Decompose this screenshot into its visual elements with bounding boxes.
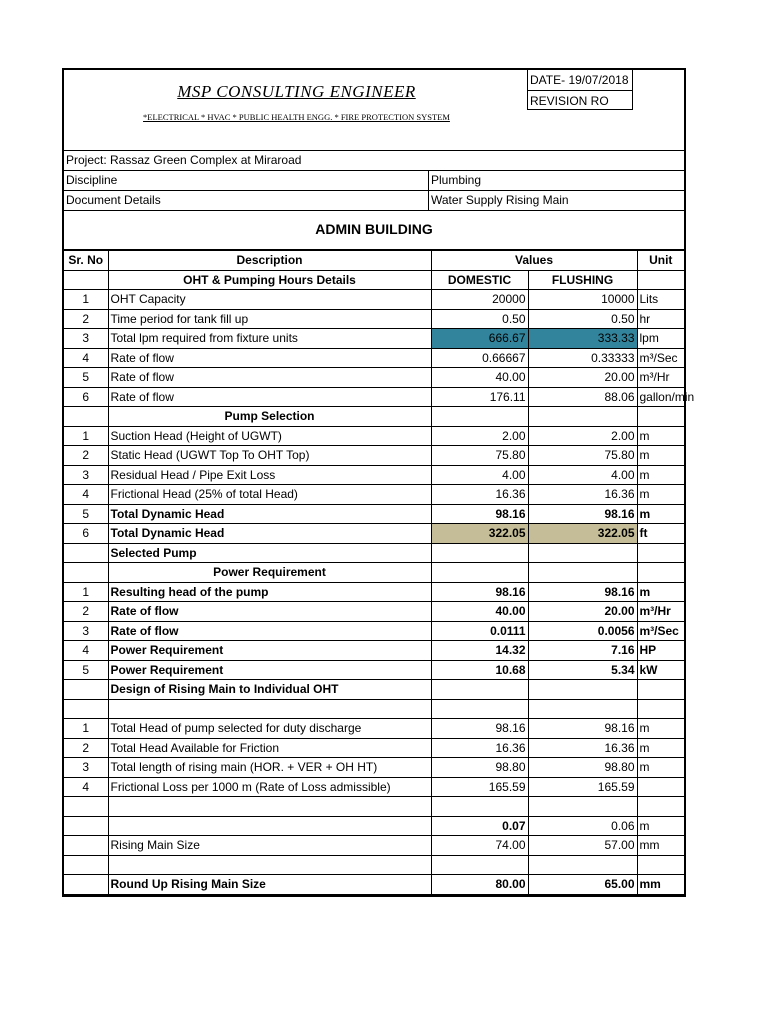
revision-cell: REVISION RO [528,90,632,110]
sr-cell: 2 [64,309,108,329]
col-flushing: FLUSHING [528,270,637,290]
header-row [64,251,684,271]
document-value: Water Supply Rising Main [431,193,569,207]
empty-cell [64,855,108,875]
description-cell: Total length of rising main (HOR. + VER + OH HT) [108,758,431,778]
description-cell: Rising Main Size [108,836,431,856]
description-cell: Rate of flow [108,387,431,407]
calculation-table [64,250,695,895]
flushing-cell: 0.06 [528,816,637,836]
description-cell: OHT Capacity [108,290,431,310]
section-row-pump [64,407,684,427]
unit-cell: kW [637,660,684,680]
empty-cell [637,680,684,700]
flushing-cell: 333.33 [528,329,637,349]
sr-cell: 5 [64,660,108,680]
unit-cell: m [637,446,684,466]
unit-cell: m [637,738,684,758]
sr-cell: 1 [64,582,108,602]
sr-cell: 4 [64,348,108,368]
empty-cell [528,680,637,700]
document-label: Document Details [64,191,429,210]
description-cell: Total Head of pump selected for duty discharge [108,719,431,739]
discipline-value: Plumbing [431,173,482,187]
flushing-cell: 0.0056 [528,621,637,641]
empty-cell [637,543,684,563]
description-cell: Total lpm required from fixture units [108,329,431,349]
unit-cell: m [637,758,684,778]
unit-cell: m [637,485,684,505]
flushing-cell: 10000 [528,290,637,310]
table-row [64,426,684,446]
sr-cell: 1 [64,426,108,446]
flushing-cell: 16.36 [528,738,637,758]
flushing-cell: 57.00 [528,836,637,856]
project-name: Project: Rassaz Green Complex at Miraroad [66,153,302,167]
unit-cell: m [637,719,684,739]
unit-cell: ft [637,524,684,544]
blank-row [64,797,684,817]
col-domestic: DOMESTIC [431,270,528,290]
empty-cell [431,543,528,563]
flushing-cell: 98.16 [528,582,637,602]
section-row-power [64,563,684,583]
table-row [64,309,684,329]
sr-cell: 3 [64,329,108,349]
table-row [64,602,684,622]
blank-row [64,699,684,719]
calculation-sheet [62,68,695,897]
flushing-cell: 165.59 [528,777,637,797]
table-row [64,621,684,641]
description-cell: Total Head Available for Friction [108,738,431,758]
roundup-row [64,875,684,895]
empty-cell [637,563,684,583]
discipline-row [64,171,684,191]
flushing-cell: 2.00 [528,426,637,446]
description-cell: Rate of flow [108,368,431,388]
unit-cell: m³/Sec [637,348,684,368]
description-cell: Time period for tank fill up [108,309,431,329]
empty-cell [64,407,108,427]
unit-cell: m [637,426,684,446]
sr-cell: 4 [64,485,108,505]
table-row [64,348,684,368]
services-line: *ELECTRICAL * HVAC * PUBLIC HEALTH ENGG. * FIRE PROTECTION SYSTEM [143,112,450,122]
domestic-cell: 40.00 [431,602,528,622]
section-oht: OHT & Pumping Hours Details [108,270,431,290]
domestic-cell: 666.67 [431,329,528,349]
table-row [64,524,684,544]
domestic-cell: 80.00 [431,875,528,895]
domestic-cell: 14.32 [431,641,528,661]
empty-cell [64,563,108,583]
building-title: ADMIN BUILDING [64,211,684,250]
empty-cell [431,407,528,427]
flushing-cell: 98.16 [528,504,637,524]
table-row [64,329,684,349]
unit-cell: mm [637,836,684,856]
domestic-cell: 2.00 [431,426,528,446]
domestic-cell: 0.07 [431,816,528,836]
description-cell: Frictional Head (25% of total Head) [108,485,431,505]
unit-cell: hr [637,309,684,329]
col-values: Values [431,251,637,271]
section-row-oht [64,270,684,290]
description-cell: Frictional Loss per 1000 m (Rate of Loss admissible) [108,777,431,797]
table-row [64,465,684,485]
table-row [64,387,684,407]
unit-cell: m [637,465,684,485]
sr-cell: 3 [64,758,108,778]
date-revision-box [527,70,633,110]
size-row [64,836,684,856]
domestic-cell: 75.80 [431,446,528,466]
description-cell: Rate of flow [108,602,431,622]
unit-cell [637,777,684,797]
flushing-cell: 322.05 [528,524,637,544]
description-cell: Total Dynamic Head [108,504,431,524]
empty-cell [431,855,528,875]
sr-cell: 5 [64,368,108,388]
unit-cell: m [637,582,684,602]
domestic-cell: 98.16 [431,719,528,739]
sr-cell: 5 [64,504,108,524]
description-cell: Resulting head of the pump [108,582,431,602]
empty-cell [431,699,528,719]
section-row-selected [64,543,684,563]
empty-cell [64,680,108,700]
empty-cell [431,797,528,817]
letterhead [64,70,684,151]
empty-cell [108,855,431,875]
col-sr: Sr. No [64,251,108,271]
table-row [64,641,684,661]
discipline-label: Discipline [64,171,429,190]
description-cell: Static Head (UGWT Top To OHT Top) [108,446,431,466]
description-cell: Rate of flow [108,348,431,368]
table-row [64,758,684,778]
unit-cell: m³/Hr [637,602,684,622]
sr-cell: 3 [64,621,108,641]
flushing-cell: 98.80 [528,758,637,778]
description-cell: Round Up Rising Main Size [108,875,431,895]
unit-cell: Lits [637,290,684,310]
empty-cell [64,797,108,817]
domestic-cell: 16.36 [431,738,528,758]
empty-cell [528,797,637,817]
domestic-cell: 74.00 [431,836,528,856]
flushing-cell: 20.00 [528,602,637,622]
flushing-cell: 5.34 [528,660,637,680]
table-row [64,738,684,758]
empty-cell [637,407,684,427]
unit-cell: lpm [637,329,684,349]
empty-cell [64,875,108,895]
table-row [64,719,684,739]
empty-cell [108,816,431,836]
table-row [64,504,684,524]
section-title: Pump Selection [108,407,431,427]
flushing-cell: 75.80 [528,446,637,466]
empty-cell [528,855,637,875]
section-title: Design of Rising Main to Individual OHT [108,680,431,700]
empty-cell [431,680,528,700]
section-title: Selected Pump [108,543,431,563]
empty-cell [528,699,637,719]
empty-cell [431,563,528,583]
empty-cell [528,543,637,563]
description-cell: Power Requirement [108,660,431,680]
flushing-cell: 65.00 [528,875,637,895]
empty-cell [108,797,431,817]
sr-cell: 4 [64,777,108,797]
domestic-cell: 40.00 [431,368,528,388]
table-row [64,777,684,797]
unit-cell: mm [637,875,684,895]
table-row [64,446,684,466]
sr-cell: 1 [64,719,108,739]
blank-row [64,855,684,875]
empty-cell [64,816,108,836]
description-cell: Rate of flow [108,621,431,641]
empty-cell [108,699,431,719]
sr-cell: 2 [64,446,108,466]
table-row [64,582,684,602]
section-row-rising [64,680,684,700]
sr-cell: 2 [64,602,108,622]
empty-cell [528,407,637,427]
document-row [64,191,684,211]
domestic-cell: 0.50 [431,309,528,329]
flushing-cell: 88.06 [528,387,637,407]
flushing-cell: 0.33333 [528,348,637,368]
unit-cell: HP [637,641,684,661]
sr-cell: 3 [64,465,108,485]
domestic-cell: 0.66667 [431,348,528,368]
sr-cell: 6 [64,524,108,544]
domestic-cell: 20000 [431,290,528,310]
unit-cell: m³/Hr [637,368,684,388]
empty-cell [637,699,684,719]
unit-cell: m [637,504,684,524]
domestic-cell: 98.80 [431,758,528,778]
domestic-cell: 98.16 [431,504,528,524]
domestic-cell: 98.16 [431,582,528,602]
empty-cell [64,699,108,719]
flushing-cell: 98.16 [528,719,637,739]
table-row [64,368,684,388]
velocity-row [64,816,684,836]
domestic-cell: 165.59 [431,777,528,797]
flushing-cell: 16.36 [528,485,637,505]
flushing-cell: 0.50 [528,309,637,329]
section-title: Power Requirement [108,563,431,583]
empty-cell [64,543,108,563]
col-unit: Unit [637,251,684,271]
sr-cell: 2 [64,738,108,758]
domestic-cell: 10.68 [431,660,528,680]
description-cell: Power Requirement [108,641,431,661]
sr-cell: 6 [64,387,108,407]
table-row [64,290,684,310]
flushing-cell: 4.00 [528,465,637,485]
unit-cell: m³/Sec [637,621,684,641]
domestic-cell: 322.05 [431,524,528,544]
description-cell: Total Dynamic Head [108,524,431,544]
firm-name: MSP CONSULTING ENGINEER [177,82,416,101]
sr-cell: 1 [64,290,108,310]
table-row [64,485,684,505]
empty-cell [637,855,684,875]
unit-cell: gallon/min [637,387,684,407]
empty-cell [64,836,108,856]
description-cell: Residual Head / Pipe Exit Loss [108,465,431,485]
flushing-cell: 7.16 [528,641,637,661]
description-cell: Suction Head (Height of UGWT) [108,426,431,446]
empty-cell [637,797,684,817]
empty-cell [528,563,637,583]
project-row [64,151,684,171]
unit-cell: m [637,816,684,836]
domestic-cell: 16.36 [431,485,528,505]
flushing-cell: 20.00 [528,368,637,388]
date-cell: DATE- 19/07/2018 [530,73,629,87]
domestic-cell: 0.0111 [431,621,528,641]
sr-cell: 4 [64,641,108,661]
col-description: Description [108,251,431,271]
domestic-cell: 176.11 [431,387,528,407]
table-row [64,660,684,680]
domestic-cell: 4.00 [431,465,528,485]
